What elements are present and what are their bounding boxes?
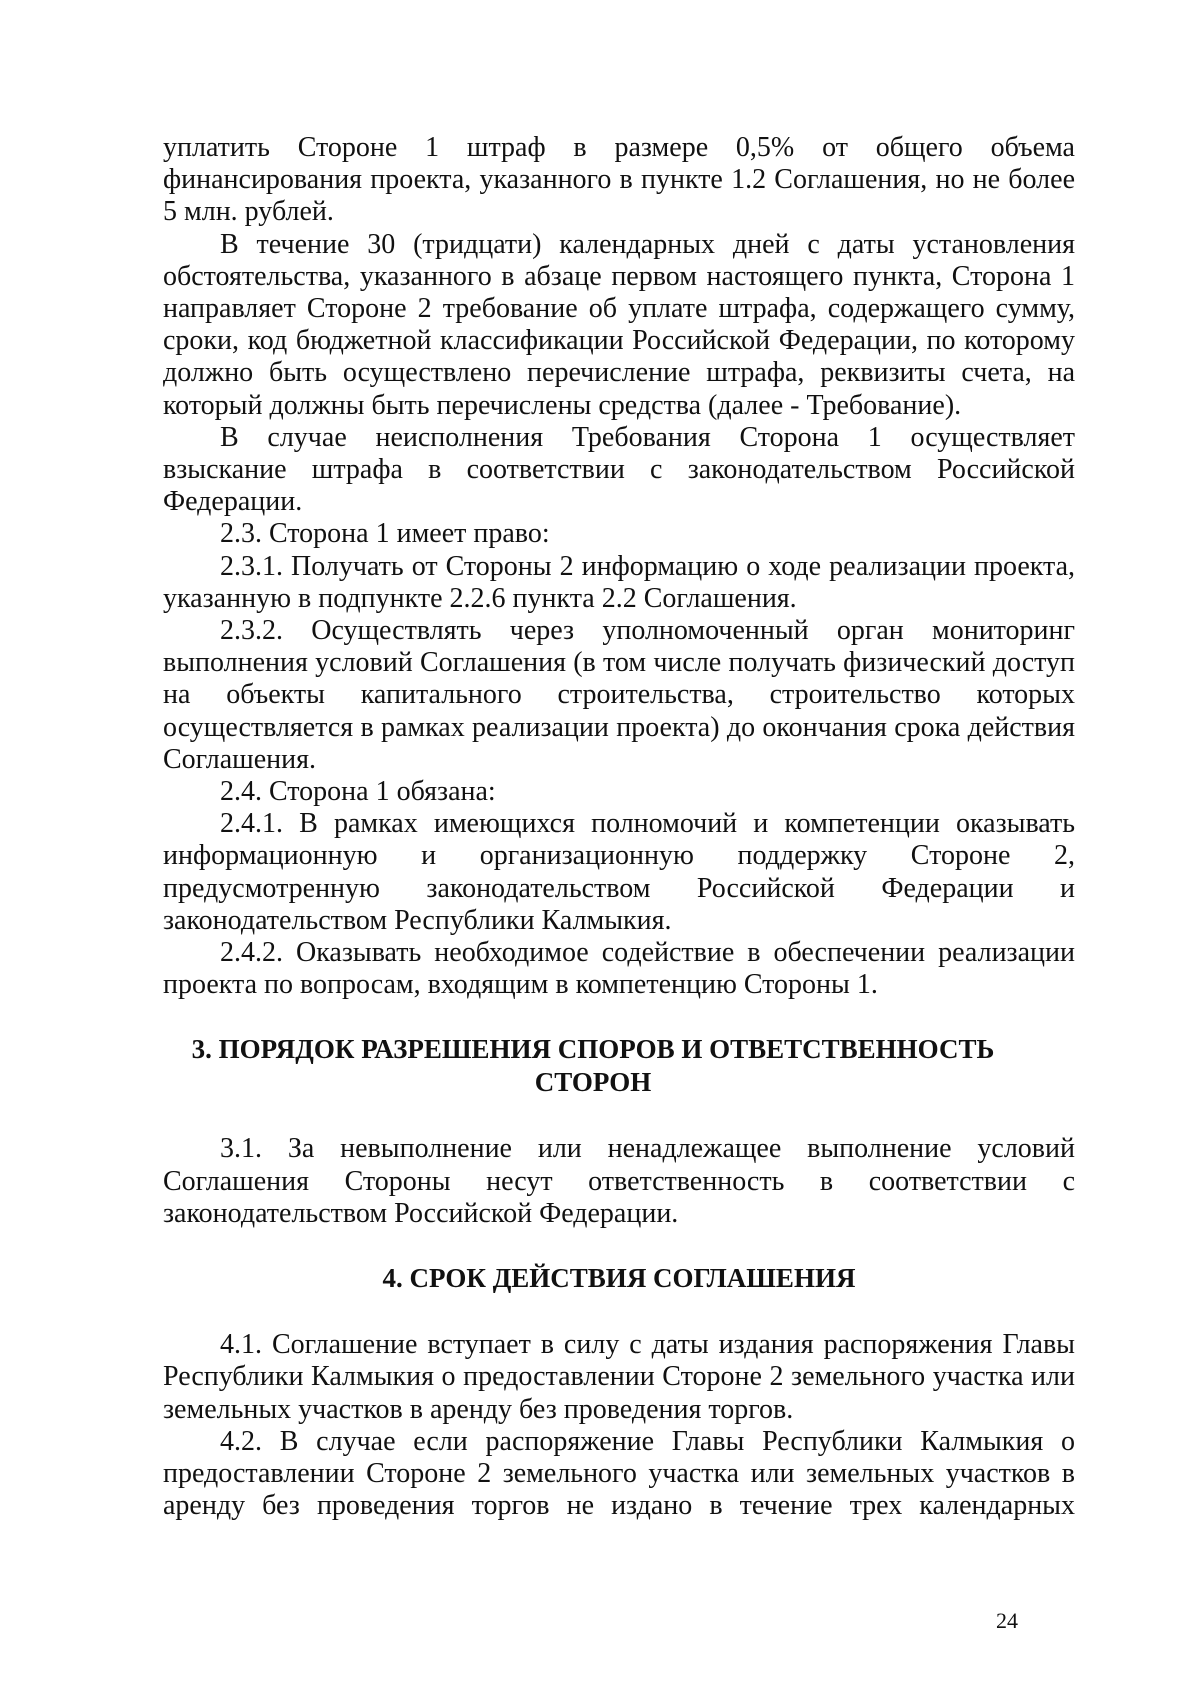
clause-2-4-title: 2.4. Сторона 1 обязана: <box>220 776 496 808</box>
clause-4-1: 4.1. Соглашение вступает в силу с даты издания распоряжения Главы Республики Калмыкия о предоставлении Стороне 2 земельного участка или земельных участков в аренду без проведения торгов. <box>163 1329 1075 1425</box>
clause-2-3-2: 2.3.2. Осуществлять через уполномоченный орган мониторинг выполнения условий Соглашения (в том числе получать физический доступ на объекты капитального строительства, строительство которых осуществляется в рамках реализации проекта) до окончания срока действия Соглашения. <box>163 615 1075 775</box>
page-number: 24 <box>996 1608 1018 1633</box>
clause-2-4-2: 2.4.2. Оказывать необходимое содействие в обеспечении реализации проекта по вопросам, входящим в компетенцию Стороны 1. <box>163 937 1075 1001</box>
document-body <box>163 132 1075 1522</box>
clause-2-3-title: 2.3. Сторона 1 имеет право: <box>220 518 550 550</box>
clause-2-4-1: 2.4.1. В рамках имеющихся полномочий и компетенции оказывать информационную и организационную поддержку Стороне 2, предусмотренную законодательством Российской Федерации и законодательством Республики Калмыкия. <box>163 808 1075 936</box>
paragraph-fine-collection: В случае неисполнения Требования Сторона 1 осуществляет взыскание штрафа в соответствии с законодательством Российской Федерации. <box>163 421 1075 518</box>
clause-2-3-1: 2.3.1. Получать от Стороны 2 информацию о ходе реализации проекта, указанную в подпункте 2.2.6 пункта 2.2 Соглашения. <box>163 550 1075 614</box>
section-3-heading: 3. ПОРЯДОК РАЗРЕШЕНИЯ СПОРОВ И ОТВЕТСТВЕННОСТЬ СТОРОН <box>191 1034 995 1098</box>
paragraph-continuation: уплатить Стороне 1 штраф в размере 0,5% от общего объема финансирования проекта, указанного в пункте 1.2 Соглашения, но не более 5 млн. рублей. <box>163 132 1075 228</box>
clause-4-2: 4.2. В случае если распоряжение Главы Республики Калмыкия о предоставлении Стороне 2 земельного участка или земельных участков в аренду без проведения торгов не издано в течение трех календарных <box>163 1425 1075 1522</box>
clause-3-1: 3.1. За невыполнение или ненадлежащее выполнение условий Соглашения Стороны несут ответственность в соответствии с законодательством Российской Федерации. <box>163 1133 1075 1229</box>
section-4-heading: 4. СРОК ДЕЙСТВИЯ СОГЛАШЕНИЯ <box>382 1263 856 1294</box>
paragraph-fine-requirement: В течение 30 (тридцати) календарных дней с даты установления обстоятельства, указанного в абзаце первом настоящего пункта, Сторона 1 направляет Стороне 2 требование об уплате штрафа, содержащего сумму, сроки, код бюджетной классификации Российской Федерации, по которому должно быть осуществлено перечисление штрафа, реквизиты счета, на который должны быть перечислены средства (далее - Требование). <box>163 228 1075 421</box>
